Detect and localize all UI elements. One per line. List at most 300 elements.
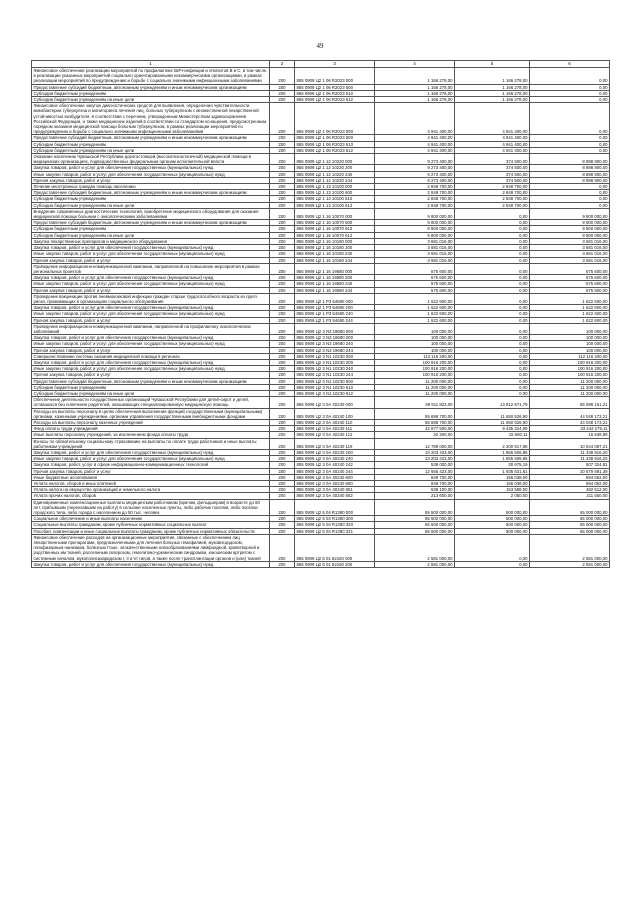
row-description-cell: Иные закупки товаров, работ и услуг для обеспечения государственных (муниципальных) нужд xyxy=(32,366,270,372)
row-remainder-cell: 1 622 600,00 xyxy=(530,311,610,317)
row-code-cell: 200 xyxy=(270,305,295,311)
row-description-cell: Прочая закупка товаров, работ и услуг xyxy=(32,347,270,353)
row-classification-cell: 855 0909 Ц2 3 N3 19680 240 xyxy=(295,341,375,347)
row-remainder-cell: 44 048 173,21 xyxy=(530,419,610,425)
row-classification-cell: 855 0909 Ц2 3 N3 19680 200 xyxy=(295,335,375,341)
row-remainder-cell: 100 916 200,00 xyxy=(530,366,610,372)
row-executed-cell: 15 560,11 xyxy=(455,432,530,438)
row-description-cell: Закупка товаров, работ и услуг для обеспечения государственных (муниципальных) нужд xyxy=(32,359,270,365)
row-classification-cell: 855 0909 Ц2 3 0А 40240 850 xyxy=(295,481,375,487)
row-remainder-cell: 3 681 016,00 xyxy=(530,238,610,244)
row-description-cell: Лечение иностранных граждан помощь населению xyxy=(32,184,270,190)
row-code-cell: 200 xyxy=(270,311,295,317)
table-row xyxy=(32,68,610,85)
page-number: 49 xyxy=(316,42,324,50)
table-row xyxy=(32,516,610,522)
row-remainder-cell: 9 800 000,00 xyxy=(530,220,610,226)
row-code-cell: 200 xyxy=(270,196,295,202)
row-executed-cell: 0,00 xyxy=(455,257,530,263)
row-code-cell: 200 xyxy=(270,141,295,147)
table-row xyxy=(32,438,610,449)
budget-table xyxy=(31,60,610,568)
row-code-cell: 200 xyxy=(270,456,295,462)
row-code-cell: 200 xyxy=(270,487,295,493)
row-code-cell: 200 xyxy=(270,202,295,208)
row-classification-cell: 855 0909 Ц2 3 N3 19680 244 xyxy=(295,347,375,353)
row-executed-cell: 2 848 700,00 xyxy=(455,184,530,190)
row-executed-cell: 374 500,00 xyxy=(455,171,530,177)
column-number: 2 xyxy=(270,61,295,68)
row-code-cell: 200 xyxy=(270,68,295,85)
row-amount-cell: 55 698 700,00 xyxy=(375,408,455,419)
row-executed-cell: 1 166 278,00 xyxy=(455,84,530,90)
row-classification-cell: 855 0909 Ц2 5 04 R1380 000 xyxy=(295,499,375,516)
row-executed-cell: 1 865 506,85 xyxy=(455,450,530,456)
table-row xyxy=(32,305,610,311)
row-code-cell: 200 xyxy=(270,347,295,353)
row-executed-cell: 0,00 xyxy=(455,317,530,323)
row-executed-cell: 0,00 xyxy=(455,281,530,287)
row-description-cell: Закупка товаров, работ и услуг для обеспечения государственных (муниципальных) нужд xyxy=(32,450,270,456)
row-classification-cell: 855 0909 Ц2 5 04 R1380 321 xyxy=(295,528,375,534)
table-row xyxy=(32,323,610,334)
row-classification-cell: 855 0909 Ц2 3 N1 10230 610 xyxy=(295,384,375,390)
row-executed-cell: 0,00 xyxy=(455,208,530,219)
row-code-cell: 200 xyxy=(270,245,295,251)
row-amount-cell: 4 941 400,00 xyxy=(375,103,455,135)
row-amount-cell: 3 681 016,00 xyxy=(375,257,455,263)
row-remainder-cell: 8 898 900,00 xyxy=(530,177,610,183)
row-remainder-cell: 694 062,00 xyxy=(530,481,610,487)
row-classification-cell: 855 0909 Ц2 3 0А 40240 100 xyxy=(295,408,375,419)
row-remainder-cell: 0,00 xyxy=(530,103,610,135)
row-classification-cell: 855 0909 Ц2 1 16 10180 200 xyxy=(295,245,375,251)
row-classification-cell: 855 0909 Ц2 3 0А 40240 111 xyxy=(295,426,375,432)
row-classification-cell: 855 0909 Ц2 1 16 10180 000 xyxy=(295,238,375,244)
row-amount-cell: 1 166 278,00 xyxy=(375,68,455,85)
row-description-cell: Прочая закупка товаров, работ и услуг xyxy=(32,257,270,263)
row-code-cell: 200 xyxy=(270,341,295,347)
row-amount-cell: 1 622 600,00 xyxy=(375,317,455,323)
table-row xyxy=(32,275,610,281)
row-amount-cell: 3 681 016,00 xyxy=(375,238,455,244)
row-executed-cell: 0,00 xyxy=(455,341,530,347)
row-description-cell: Закупка товаров, работ и услуг для обеспечения государственных (муниципальных) нужд xyxy=(32,305,270,311)
row-description-cell: Оказание населению Чувашской Республики дорогостоящей (высокотехнологичной) медицинской помощи в медицинских организациях, подведомственных федеральным органам исполнительной власти xyxy=(32,154,270,165)
row-remainder-cell: 0,00 xyxy=(530,68,610,85)
row-description-cell: Финансовое обеспечение реализации мероприятий по профилактике ВИЧ-инфекции и гепатитов В и С, в том числе в реализации указанных мероприятий социально ориентированными некоммерческими организациями, в рамках реализации мероприятий по предупреждению и борьбе с социально значимыми инфекционными заболеваниями xyxy=(32,68,270,85)
row-amount-cell: 69 911 823,00 xyxy=(375,397,455,408)
row-executed-cell: 0,00 xyxy=(455,323,530,334)
table-row xyxy=(32,208,610,219)
row-executed-cell: 0,00 xyxy=(455,372,530,378)
row-amount-cell: 13 203 423,00 xyxy=(375,450,455,456)
row-description-cell: Иные закупки товаров, работ и услуг для обеспечения государственных (муниципальных) нужд xyxy=(32,281,270,287)
row-classification-cell: 855 0909 Ц2 3 0А 40240 200 xyxy=(295,450,375,456)
row-code-cell: 200 xyxy=(270,384,295,390)
row-remainder-cell: 0,00 xyxy=(530,190,610,196)
row-classification-cell: 855 0909 Ц2 1 12 10220 200 xyxy=(295,165,375,171)
row-description-cell: Проведение вакцинации против пневмококковой инфекции граждан старше трудоспособного возраста из групп риска, проживающих в организациях социального обслуживания xyxy=(32,293,270,304)
row-amount-cell: 4 941 400,00 xyxy=(375,135,455,141)
row-code-cell: 200 xyxy=(270,408,295,419)
row-description-cell: Субсидии бюджетным учреждениям xyxy=(32,196,270,202)
row-description-cell: Иные закупки товаров, работ и услуг для обеспечения государственных (муниципальных) нужд xyxy=(32,251,270,257)
row-description-cell: Закупка товаров, работ и услуг для обеспечения государственных (муниципальных) нужд xyxy=(32,275,270,281)
row-remainder-cell: 0,00 xyxy=(530,147,610,153)
row-amount-cell: 575 600,00 xyxy=(375,263,455,274)
row-executed-cell: 1 166 278,00 xyxy=(455,97,530,103)
row-code-cell: 200 xyxy=(270,474,295,480)
row-executed-cell: 374 500,00 xyxy=(455,165,530,171)
row-description-cell: Уплата налога на имущество организаций и земельного налога xyxy=(32,487,270,493)
row-remainder-cell: 211 550,00 xyxy=(530,493,610,499)
row-code-cell: 200 xyxy=(270,323,295,334)
row-executed-cell: 4 941 400,00 xyxy=(455,141,530,147)
row-executed-cell: 2 848 700,00 xyxy=(455,190,530,196)
row-remainder-cell: 11 200 000,00 xyxy=(530,384,610,390)
row-remainder-cell: 11 338 916,20 xyxy=(530,456,610,462)
table-row xyxy=(32,293,610,304)
row-code-cell: 200 xyxy=(270,232,295,238)
row-code-cell: 200 xyxy=(270,147,295,153)
row-remainder-cell: 16 639,89 xyxy=(530,432,610,438)
row-executed-cell: 0,00 xyxy=(455,263,530,274)
table-row xyxy=(32,419,610,425)
row-description-cell: Субсидии бюджетным учреждениям xyxy=(32,90,270,96)
table-row xyxy=(32,84,610,90)
row-classification-cell: 855 0909 Ц2 1 16 10180 240 xyxy=(295,251,375,257)
row-executed-cell: 1 166 278,00 xyxy=(455,68,530,85)
row-code-cell: 200 xyxy=(270,90,295,96)
row-description-cell: Прочая закупка товаров, работ и услуг xyxy=(32,287,270,293)
row-remainder-cell: 507 324,81 xyxy=(530,462,610,468)
column-number: 3 xyxy=(295,61,375,68)
table-row xyxy=(32,97,610,103)
row-executed-cell: 155 038,00 xyxy=(455,474,530,480)
row-description-cell: Иные закупки товаров, работ и услуг для обеспечения государственных (муниципальных) нужд xyxy=(32,171,270,177)
row-code-cell: 200 xyxy=(270,275,295,281)
row-description-cell: Субсидии бюджетным учреждениям xyxy=(32,384,270,390)
row-amount-cell: 9 800 000,00 xyxy=(375,220,455,226)
row-remainder-cell: 11 338 916,20 xyxy=(530,450,610,456)
row-remainder-cell: 11 200 000,00 xyxy=(530,390,610,396)
row-code-cell: 200 xyxy=(270,516,295,522)
table-row xyxy=(32,534,610,561)
row-amount-cell: 1 622 600,00 xyxy=(375,305,455,311)
row-remainder-cell: 1 622 600,00 xyxy=(530,305,610,311)
row-remainder-cell: 9 800 000,00 xyxy=(530,226,610,232)
row-code-cell: 200 xyxy=(270,481,295,487)
row-classification-cell: 855 0909 Ц2 6 01 52160 000 xyxy=(295,534,375,561)
row-executed-cell: 0,00 xyxy=(455,245,530,251)
row-description-cell: Взносы по обязательному социальному страхованию на выплаты по оплате труда работников и иные выплаты работникам учреждений xyxy=(32,438,270,449)
row-description-cell: Субсидии бюджетным учреждениям xyxy=(32,141,270,147)
row-description-cell: Социальное обеспечение и иные выплаты населению xyxy=(32,516,270,522)
row-executed-cell: 0,00 xyxy=(455,353,530,359)
row-executed-cell: 500 000,00 xyxy=(455,522,530,528)
row-classification-cell: 855 0909 Ц2 3 N1 10230 612 xyxy=(295,390,375,396)
row-classification-cell: 855 0909 Ц2 1 13 10100 000 xyxy=(295,184,375,190)
row-amount-cell: 42 877 500,00 xyxy=(375,426,455,432)
row-classification-cell: 855 0909 Ц2 1 12 10220 000 xyxy=(295,154,375,165)
row-amount-cell: 65 500 000,00 xyxy=(375,522,455,528)
row-executed-cell: 0,00 xyxy=(455,366,530,372)
row-classification-cell: 855 0909 Ц2 3 0А 40240 242 xyxy=(295,462,375,468)
row-executed-cell: 0,00 xyxy=(455,226,530,232)
row-code-cell: 200 xyxy=(270,97,295,103)
row-amount-cell: 100 000,00 xyxy=(375,335,455,341)
row-amount-cell: 4 941 400,00 xyxy=(375,147,455,153)
row-description-cell: Прочая закупка товаров, работ и услуг xyxy=(32,468,270,474)
row-executed-cell: 4 941 400,00 xyxy=(455,135,530,141)
row-remainder-cell: 3 681 016,00 xyxy=(530,245,610,251)
row-classification-cell: 855 0909 Ц2 1 16 10070 612 xyxy=(295,232,375,238)
row-executed-cell: 2 848 700,00 xyxy=(455,202,530,208)
row-amount-cell: 100 000,00 xyxy=(375,323,455,334)
row-executed-cell: 4 941 400,00 xyxy=(455,147,530,153)
row-classification-cell: 855 0909 Ц2 1 16 19580 200 xyxy=(295,275,375,281)
row-remainder-cell: 0,00 xyxy=(530,184,610,190)
row-amount-cell: 2 848 700,00 xyxy=(375,184,455,190)
row-description-cell: Пособия, компенсации и иные социальные выплаты гражданам, кроме публичных нормативных обязательств xyxy=(32,528,270,534)
row-code-cell: 200 xyxy=(270,353,295,359)
row-amount-cell: 849 700,00 xyxy=(375,481,455,487)
row-classification-cell: 855 0909 Ц2 1 12 10220 240 xyxy=(295,171,375,177)
row-code-cell: 200 xyxy=(270,190,295,196)
row-description-cell: Предоставление субсидий бюджетным, автономным учреждениям и иным некоммерческим организациям xyxy=(32,84,270,90)
table-row xyxy=(32,499,610,516)
row-executed-cell: 155 038,00 xyxy=(455,481,530,487)
row-remainder-cell: 0,00 xyxy=(530,135,610,141)
row-code-cell: 200 xyxy=(270,135,295,141)
row-description-cell: Обеспечение деятельности государственных организаций Чувашской Республики для детей-сирот и детей, оставшихся без попечения родителей, оказывающих специализированную медицинскую помощь xyxy=(32,397,270,408)
row-description-cell: Внедрение современных диагностических технологий, приобретение медицинского оборудования для оказания медицинской помощи больным с онкологическими заболеваниями xyxy=(32,208,270,219)
row-remainder-cell: 10 679 591,39 xyxy=(530,468,610,474)
row-description-cell: Проведение информационно-коммуникационной кампании, направленной на повышение мероприятия в рамках региональных проектов xyxy=(32,263,270,274)
row-remainder-cell: 3 681 016,00 xyxy=(530,257,610,263)
table-row xyxy=(32,311,610,317)
row-remainder-cell: 575 600,00 xyxy=(530,263,610,274)
table-row xyxy=(32,450,610,456)
row-amount-cell: 13 203 423,00 xyxy=(375,456,455,462)
row-amount-cell: 575 600,00 xyxy=(375,287,455,293)
row-code-cell: 200 xyxy=(270,251,295,257)
table-row xyxy=(32,147,610,153)
row-classification-cell: 855 0909 Ц2 1 12 10220 244 xyxy=(295,177,375,183)
row-classification-cell: 855 0909 Ц2 1 Р3 54680 240 xyxy=(295,311,375,317)
row-remainder-cell: 482 512,00 xyxy=(530,487,610,493)
row-remainder-cell: 0,00 xyxy=(530,84,610,90)
row-remainder-cell: 0,00 xyxy=(530,196,610,202)
row-remainder-cell: 8 898 900,00 xyxy=(530,171,610,177)
row-executed-cell: 374 500,00 xyxy=(455,154,530,165)
row-remainder-cell: 1 622 600,00 xyxy=(530,293,610,304)
row-classification-cell: 855 0909 Ц2 1 13 10100 612 xyxy=(295,202,375,208)
row-classification-cell: 855 0909 Ц2 3 N1 10230 244 xyxy=(295,372,375,378)
table-row xyxy=(32,522,610,528)
row-remainder-cell: 65 000 000,00 xyxy=(530,528,610,534)
row-executed-cell: 0,00 xyxy=(455,305,530,311)
row-executed-cell: 0,00 xyxy=(455,359,530,365)
row-remainder-cell: 8 898 900,00 xyxy=(530,165,610,171)
row-amount-cell: 11 200 000,00 xyxy=(375,390,455,396)
row-code-cell: 200 xyxy=(270,263,295,274)
row-amount-cell: 9 800 000,00 xyxy=(375,208,455,219)
row-executed-cell: 11 650 526,90 xyxy=(455,419,530,425)
table-row xyxy=(32,154,610,165)
row-description-cell: Закупка товаров, работ и услуг для обеспечения государственных (муниципальных) нужд xyxy=(32,561,270,567)
row-remainder-cell: 0,00 xyxy=(530,97,610,103)
table-row xyxy=(32,220,610,226)
row-description-cell: Предоставление субсидий бюджетным, автономным учреждениям и иным некоммерческим организациям xyxy=(32,190,270,196)
row-remainder-cell: 694 062,00 xyxy=(530,474,610,480)
table-row xyxy=(32,190,610,196)
row-amount-cell: 32 200,00 xyxy=(375,432,455,438)
row-description-cell: Расходы на выплаты персоналу в целях обеспечения выполнения функций государственными (муниципальными) органами, казенными учреждениями, органами управления государственными внебюджетными фондами xyxy=(32,408,270,419)
table-row xyxy=(32,135,610,141)
table-row xyxy=(32,103,610,135)
row-classification-cell: 855 0909 Ц2 1 06 R2023 612 xyxy=(295,97,375,103)
row-classification-cell: 855 0909 Ц2 1 13 10100 600 xyxy=(295,190,375,196)
row-amount-cell: 9 800 000,00 xyxy=(375,232,455,238)
row-code-cell: 200 xyxy=(270,528,295,534)
row-executed-cell: 0,00 xyxy=(455,238,530,244)
row-executed-cell: 500 000,00 xyxy=(455,528,530,534)
row-description-cell: Прочая закупка товаров, работ и услуг xyxy=(32,177,270,183)
row-remainder-cell: 65 000 000,00 xyxy=(530,522,610,528)
row-code-cell: 200 xyxy=(270,154,295,165)
table-row xyxy=(32,238,610,244)
row-code-cell: 200 xyxy=(270,177,295,183)
table-row xyxy=(32,251,610,257)
row-amount-cell: 11 200 000,00 xyxy=(375,378,455,384)
row-amount-cell: 11 200 000,00 xyxy=(375,384,455,390)
row-classification-cell: 855 0909 Ц2 1 13 10100 610 xyxy=(295,196,375,202)
row-executed-cell: 13 812 671,79 xyxy=(455,397,530,408)
row-amount-cell: 2 848 700,00 xyxy=(375,196,455,202)
row-description-cell: Субсидии бюджетным учреждениям на иные цели xyxy=(32,147,270,153)
row-classification-cell: 855 0909 Ц2 3 N1 10230 200 xyxy=(295,359,375,365)
row-amount-cell: 538 000,00 xyxy=(375,462,455,468)
row-classification-cell: 855 0909 Ц2 1 16 10180 244 xyxy=(295,257,375,263)
table-row xyxy=(32,165,610,171)
row-classification-cell: 855 0909 Ц2 3 N1 10230 600 xyxy=(295,378,375,384)
table-row xyxy=(32,184,610,190)
row-remainder-cell: 112 116 200,00 xyxy=(530,353,610,359)
row-amount-cell: 3 681 016,00 xyxy=(375,251,455,257)
row-executed-cell: 0,00 xyxy=(455,561,530,567)
row-amount-cell: 2 848 700,00 xyxy=(375,202,455,208)
row-remainder-cell: 2 581 000,00 xyxy=(530,561,610,567)
table-row xyxy=(32,487,610,493)
row-classification-cell: 855 0909 Ц2 1 06 R2023 600 xyxy=(295,84,375,90)
row-remainder-cell: 0,00 xyxy=(530,141,610,147)
row-classification-cell: 855 0909 Ц2 3 0А 40240 244 xyxy=(295,468,375,474)
row-remainder-cell: 8 898 900,00 xyxy=(530,154,610,165)
row-classification-cell: 855 0909 Ц2 1 06 R2023 612 xyxy=(295,147,375,153)
row-description-cell: Иные закупки товаров, работ и услуг для обеспечения государственных (муниципальных) нужд xyxy=(32,341,270,347)
row-code-cell: 200 xyxy=(270,165,295,171)
row-classification-cell: 855 0909 Ц2 1 16 19580 240 xyxy=(295,281,375,287)
row-remainder-cell: 100 000,00 xyxy=(530,341,610,347)
row-remainder-cell: 3 681 016,00 xyxy=(530,251,610,257)
row-classification-cell: 855 0909 Ц2 1 06 R2023 000 xyxy=(295,68,375,85)
table-row xyxy=(32,335,610,341)
row-executed-cell: 0,00 xyxy=(455,390,530,396)
table-row xyxy=(32,462,610,468)
table-row xyxy=(32,171,610,177)
table-row xyxy=(32,456,610,462)
row-description-cell: Фонд оплаты труда учреждений xyxy=(32,426,270,432)
row-code-cell: 200 xyxy=(270,238,295,244)
row-remainder-cell: 9 800 000,00 xyxy=(530,232,610,238)
row-amount-cell: 100 916 200,00 xyxy=(375,366,455,372)
row-remainder-cell: 2 581 000,00 xyxy=(530,534,610,561)
row-code-cell: 200 xyxy=(270,499,295,516)
row-description-cell: Финансовое обеспечение закупок диагностических средств для выявления, определения чувствительности микобактерии туберкулеза и мониторинга лечения лиц, больных туберкулезом с множественной лекарственной устойчивостью возбудителя, в соответствии с перечнем, утвержденным Министерством здравоохранения Российской Федерации, а также медицинских изделий в соответствии со стандартом оснащения, предусмотренным порядком оказания медицинской помощи больным туберкулезом, в рамках реализации мероприятий по предупреждению и борьбе с социально значимыми инфекционными заболеваниями xyxy=(32,103,270,135)
row-description-cell: Расходы на выплаты персоналу казенных учреждений xyxy=(32,419,270,425)
row-classification-cell: 855 0909 Ц2 1 16 19580 000 xyxy=(295,263,375,274)
row-remainder-cell: 575 600,00 xyxy=(530,281,610,287)
row-amount-cell: 65 500 000,00 xyxy=(375,499,455,516)
row-code-cell: 200 xyxy=(270,293,295,304)
row-classification-cell: 855 0909 Ц2 1 16 10070 610 xyxy=(295,226,375,232)
row-code-cell: 200 xyxy=(270,390,295,396)
row-classification-cell: 855 0909 Ц2 3 N3 19680 000 xyxy=(295,323,375,334)
row-remainder-cell: 100 000,00 xyxy=(530,347,610,353)
row-description-cell: Закупка товаров, работ и услуг для обеспечения государственных (муниципальных) нужд xyxy=(32,245,270,251)
row-amount-cell: 9 800 000,00 xyxy=(375,226,455,232)
row-remainder-cell: 65 000 000,00 xyxy=(530,516,610,522)
row-executed-cell: 4 941 400,00 xyxy=(455,103,530,135)
row-amount-cell: 2 848 700,00 xyxy=(375,190,455,196)
row-code-cell: 200 xyxy=(270,432,295,438)
column-number: 5 xyxy=(455,61,530,68)
row-description-cell: Предоставление субсидий бюджетным, автономным учреждениям и иным некоммерческим организациям xyxy=(32,220,270,226)
row-executed-cell: 11 650 526,90 xyxy=(455,408,530,419)
row-amount-cell: 575 600,00 xyxy=(375,275,455,281)
row-amount-cell: 100 916 200,00 xyxy=(375,359,455,365)
row-description-cell: Социальные выплаты гражданам, кроме публичных нормативных социальных выплат xyxy=(32,522,270,528)
column-number: 4 xyxy=(375,61,455,68)
row-executed-cell: 500 000,00 xyxy=(455,499,530,516)
row-classification-cell: 855 0909 Ц2 3 0А 40240 000 xyxy=(295,397,375,408)
row-description-cell: Субсидии бюджетным учреждениям xyxy=(32,226,270,232)
row-classification-cell: 855 0909 Ц2 1 16 19580 244 xyxy=(295,287,375,293)
row-executed-cell: 2 200 917,88 xyxy=(455,438,530,449)
row-code-cell: 200 xyxy=(270,378,295,384)
row-amount-cell: 213 600,00 xyxy=(375,493,455,499)
row-amount-cell: 1 622 600,00 xyxy=(375,293,455,304)
row-executed-cell: 0,00 xyxy=(455,347,530,353)
row-remainder-cell: 575 600,00 xyxy=(530,287,610,293)
row-code-cell: 200 xyxy=(270,493,295,499)
row-code-cell: 200 xyxy=(270,226,295,232)
row-amount-cell: 1 622 600,00 xyxy=(375,311,455,317)
row-code-cell: 200 xyxy=(270,534,295,561)
row-amount-cell: 9 273 400,00 xyxy=(375,165,455,171)
row-code-cell: 200 xyxy=(270,359,295,365)
table-row xyxy=(32,432,610,438)
row-remainder-cell: 0,00 xyxy=(530,90,610,96)
table-row xyxy=(32,366,610,372)
row-classification-cell: 855 0909 Ц2 5 04 R1380 300 xyxy=(295,516,375,522)
row-remainder-cell: 100 916 200,00 xyxy=(530,372,610,378)
row-description-cell: Иные выплаты персоналу учреждений, за исключением фонда оплаты труда xyxy=(32,432,270,438)
row-amount-cell: 4 941 400,00 xyxy=(375,141,455,147)
row-amount-cell: 2 581 000,00 xyxy=(375,534,455,561)
